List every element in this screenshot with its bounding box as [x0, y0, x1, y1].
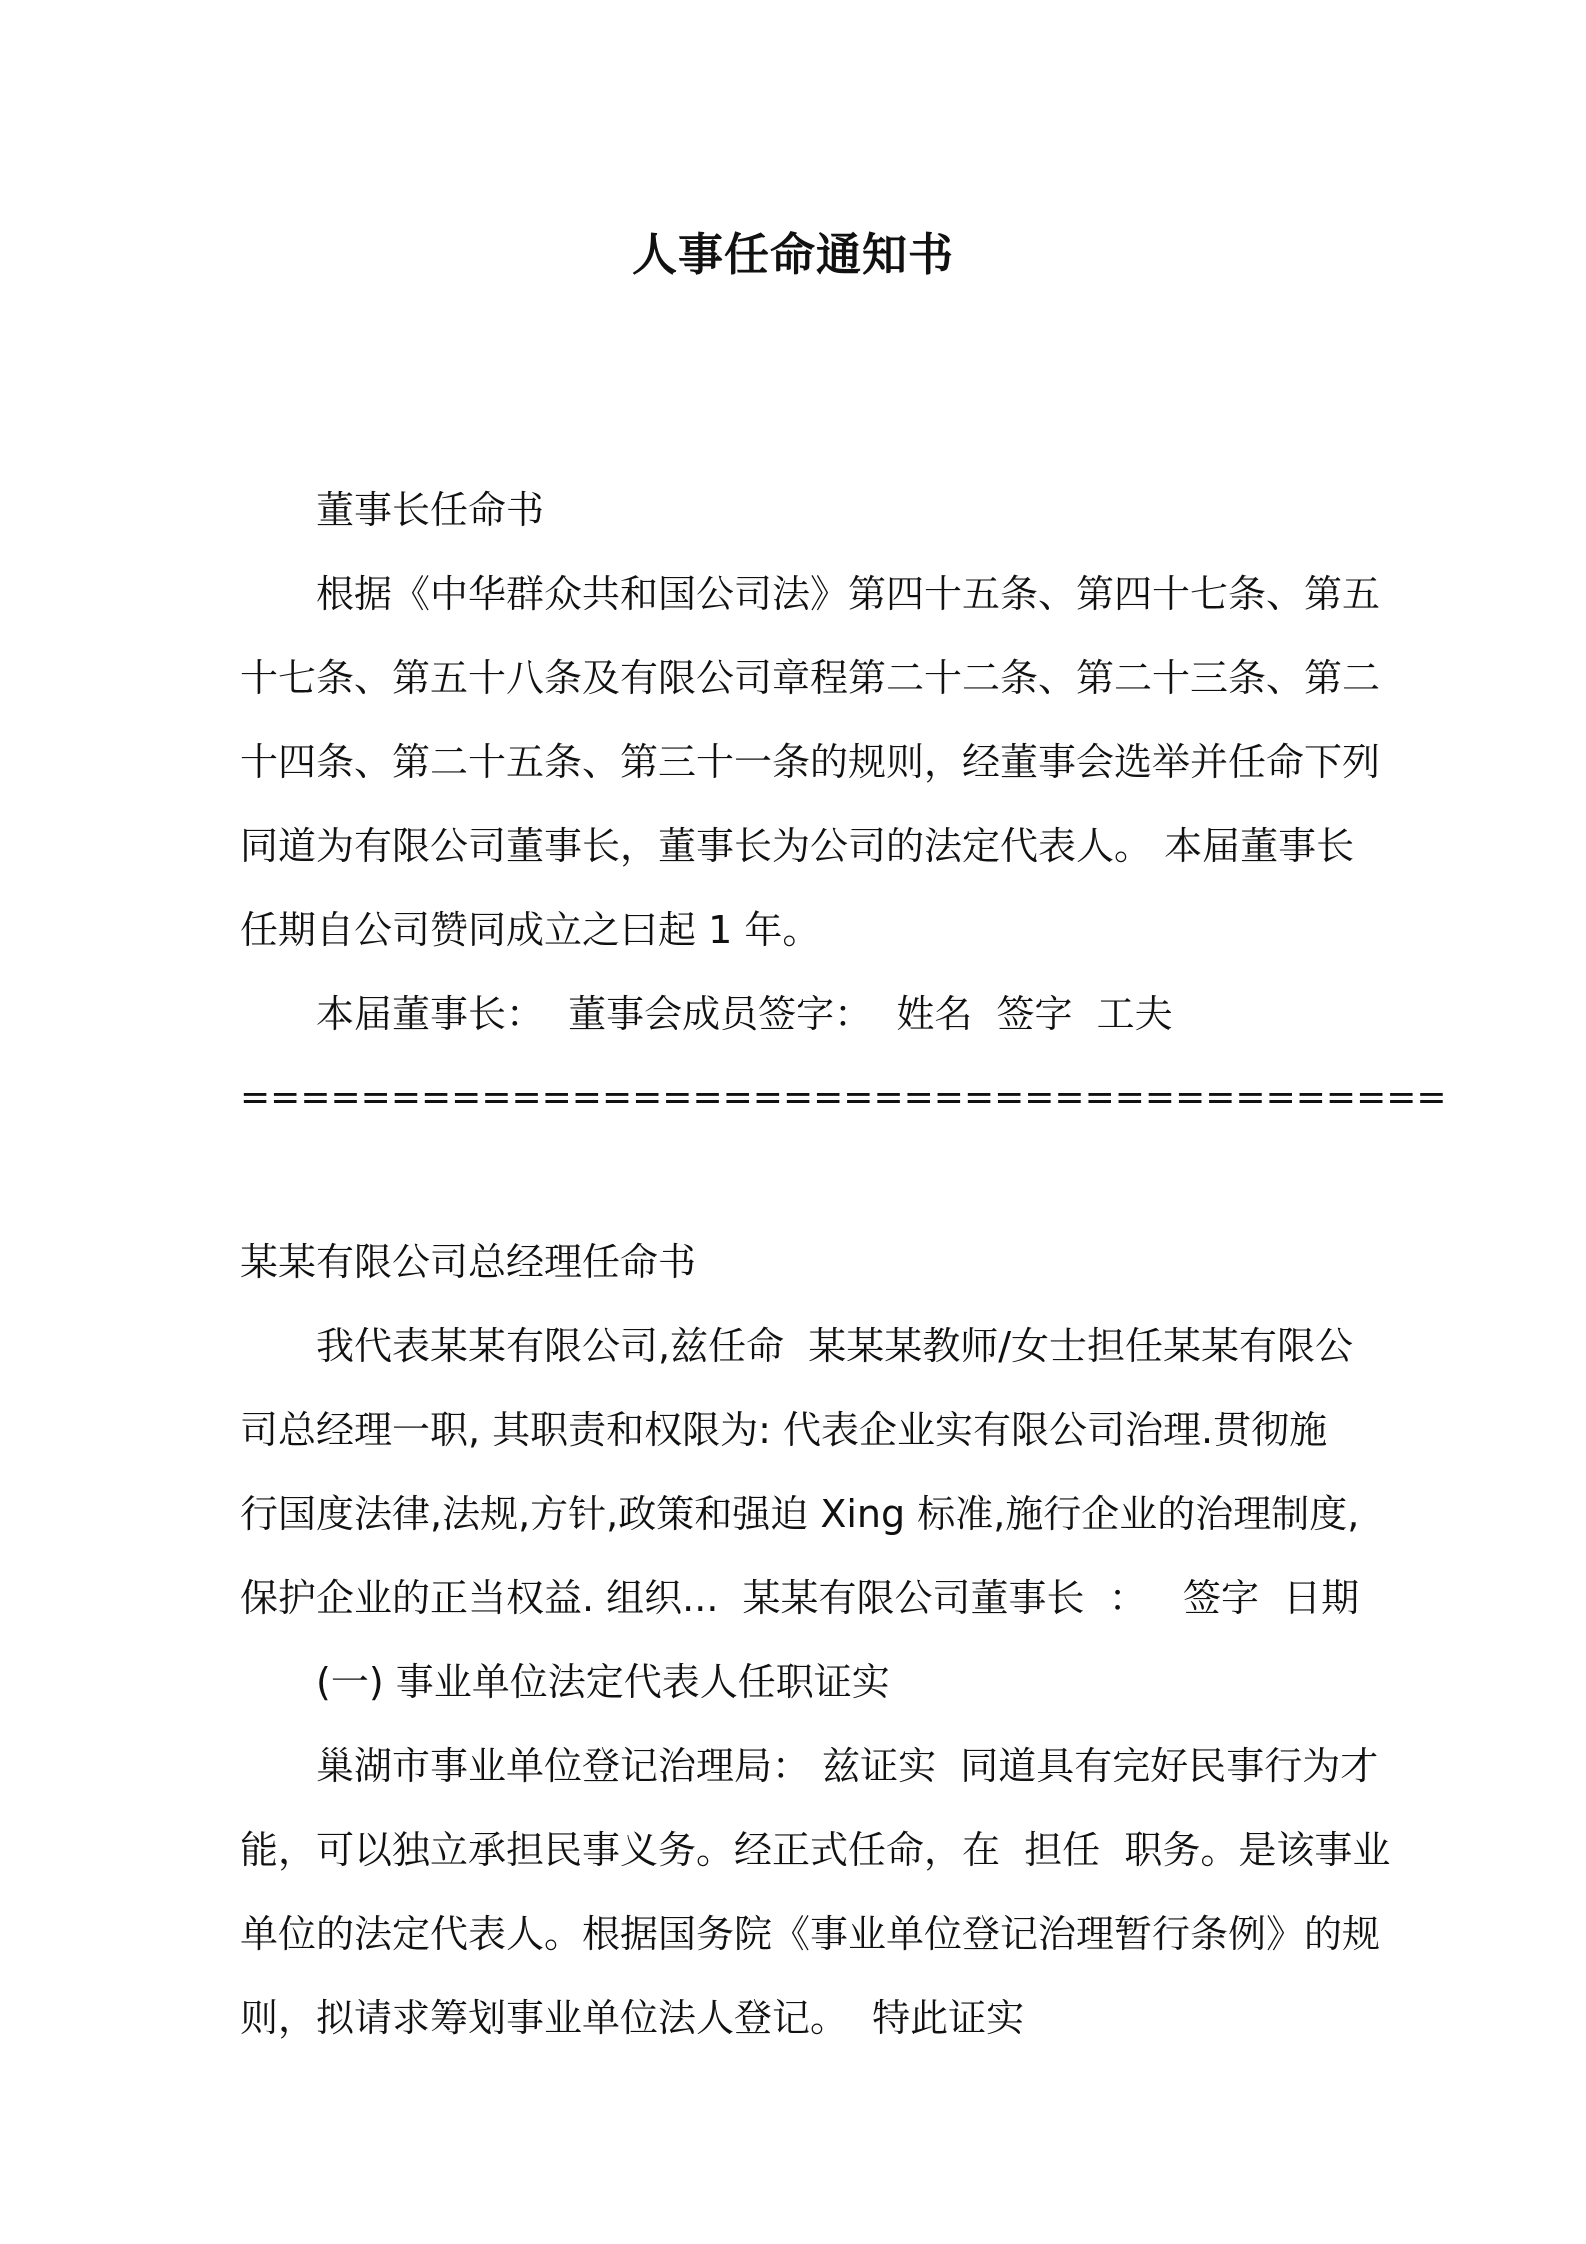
section1-paragraph-line-5: 任期自公司赞同成立之曰起 1 年。: [240, 908, 821, 952]
section1-paragraph-line-1: 根据《中华群众共和国公司法》第四十五条、第四十七条、第五: [316, 572, 1381, 616]
section2-paragraph-line-1: 我代表某某有限公司,兹任命 某某某教师/女士担任某某有限公: [316, 1324, 1354, 1368]
section1-paragraph-line-2: 十七条、第五十八条及有限公司章程第二十二条、第二十三条、第二: [240, 656, 1381, 700]
section2-paragraph-line-2: 司总经理一职, 其职责和权限为: 代表企业实有限公司治理.贯彻施: [240, 1408, 1328, 1452]
section3-paragraph-line-3: 单位的法定代表人。根据国务院《事业单位登记治理暂行条例》的规: [240, 1912, 1381, 1956]
section1-paragraph-line-4: 同道为有限公司董事长，董事长为公司的法定代表人。 本届董事长: [240, 824, 1355, 868]
section1-paragraph-line-3: 十四条、第二十五条、第三十一条的规则，经董事会选举并任命下列: [240, 740, 1381, 784]
section2-paragraph-line-4: 保护企业的正当权益. 组织... 某某有限公司董事长 ： 签字 日期: [240, 1576, 1360, 1620]
section3-paragraph-line-2: 能，可以独立承担民事义务。经正式任命，在 担任 职务。是该事业: [240, 1828, 1391, 1872]
section-divider: ========================================: [240, 1077, 1447, 1118]
section3-paragraph-line-1: 巢湖市事业单位登记治理局： 兹证实 同道具有完好民事行为才: [316, 1744, 1379, 1788]
section3-paragraph-line-4: 则，拟请求筹划事业单位法人登记。 特此证实: [240, 1996, 1025, 2040]
section1-signature-line: 本届董事长： 董事会成员签字： 姓名 签字 工夫: [316, 992, 1173, 1036]
section2-heading: 某某有限公司总经理任命书: [240, 1240, 697, 1284]
section2-paragraph-line-3: 行国度法律,法规,方针,政策和强迫 Xing 标准,施行企业的治理制度,: [240, 1492, 1360, 1536]
document-title: 人事任命通知书: [631, 228, 954, 281]
section3-heading: (一) 事业单位法定代表人任职证实: [316, 1660, 890, 1704]
section1-heading: 董事长任命书: [316, 488, 545, 532]
